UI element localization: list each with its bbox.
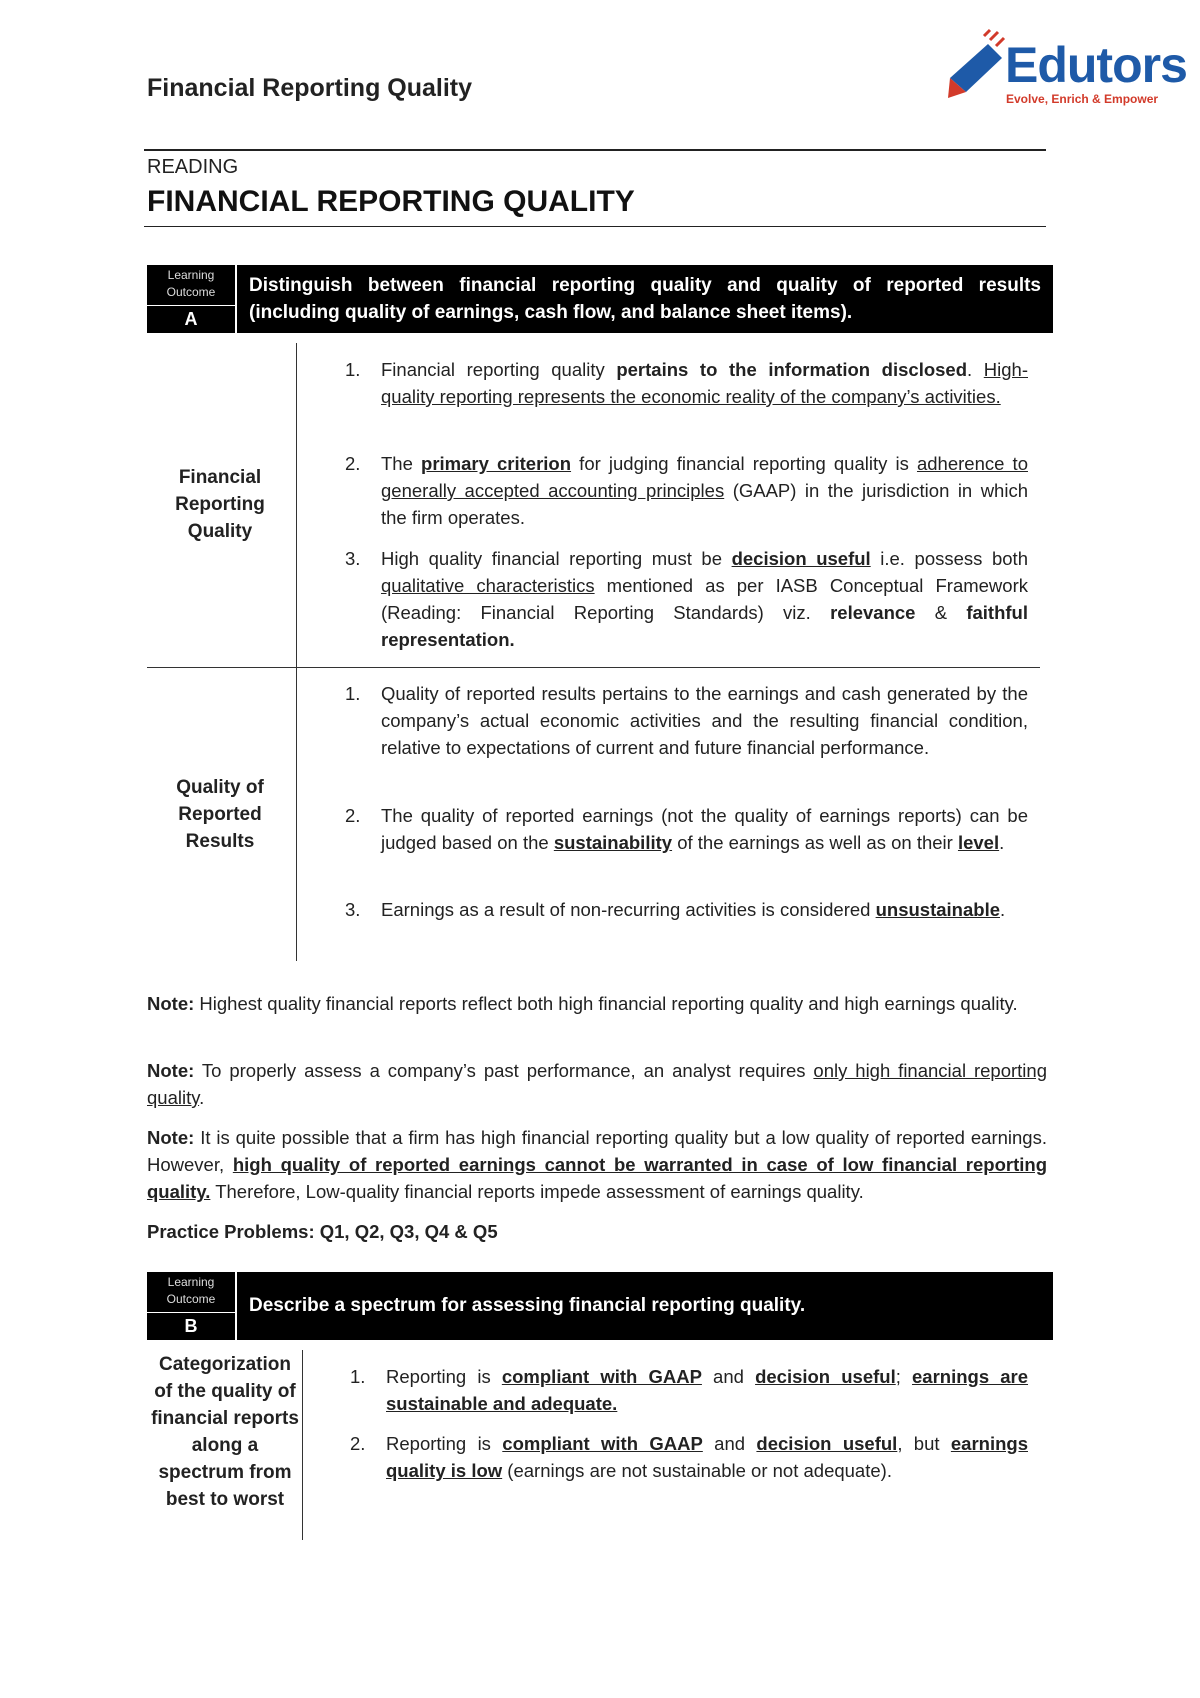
reading-label: READING <box>147 156 239 178</box>
note-2: Note: To properly assess a company’s past performance, an analyst requires only high financial reporting quality. <box>147 1060 1047 1108</box>
logo-pencil-icon <box>948 30 1004 98</box>
note-3: Note: It is quite possible that a firm has high financial reporting quality but a low quality of reported earnings. However, high quality of reported earnings cannot be warranted in case of low financial reporting quality. Therefore, Low-quality financial reports impede assessment of earnings quality. <box>147 1127 1047 1202</box>
spectrum-label: Categorization of the quality of financial reports along a spectrum from best to worst <box>151 1354 299 1510</box>
lo-b-letter: B <box>147 1312 235 1339</box>
running-title: Financial Reporting Quality <box>147 74 473 102</box>
spectrum-divider <box>302 1350 303 1540</box>
lo-a-badge <box>147 265 237 333</box>
spectrum-item-2: 2. Reporting is compliant with GAAP and decision useful, but earnings quality is low (earnings are not sustainable or not adequate). <box>350 1433 1028 1481</box>
lo-b-text: Describe a spectrum for assessing financial reporting quality. <box>249 1295 806 1316</box>
qrr-item-2: 2. The quality of reported earnings (not the quality of earnings reports) can be judged based on the sustainability of the earnings as well as on their level. <box>345 805 1028 853</box>
lo-b-small-learning: Learning <box>167 1275 215 1289</box>
lo-a-letter: A <box>147 305 235 332</box>
qrr-label: Quality of Reported Results <box>176 777 264 852</box>
qrr-item-1: 1. Quality of reported results pertains to the earnings and cash generated by the company’s actual economic activities and the resulting financial condition, relative to expectations of current and future financial performance. <box>345 683 1028 758</box>
learning-outcome-a <box>147 265 1053 333</box>
section-separator <box>147 667 1040 668</box>
qrr-item-3: 3. Earnings as a result of non-recurring activities is considered unsustainable. <box>345 899 1006 920</box>
practice-problems: Practice Problems: Q1, Q2, Q3, Q4 & Q5 <box>147 1221 498 1242</box>
lo-a-small-learning: Learning <box>167 268 215 282</box>
lo-a-text: Distinguish between financial reporting quality and quality of reported results (including quality of earnings, cash flow, and balance sheet items). <box>249 275 1041 323</box>
frq-label: Financial Reporting Quality <box>175 467 265 542</box>
logo-tagline: Evolve, Enrich & Empower <box>1006 92 1159 106</box>
lo-b-badge <box>147 1272 237 1340</box>
frq-item-1: 1. Financial reporting quality pertains to the information disclosed. High-quality reporting represents the economic reality of the company’s activities. <box>345 359 1028 407</box>
learning-outcome-b <box>147 1272 1053 1340</box>
title-rule <box>144 226 1046 227</box>
frq-item-3: 3. High quality financial reporting must be decision useful i.e. possess both qualitative characteristics mentioned as per IASB Conceptual Framework (Reading: Financial Reporting Standards) viz. relevance & faithful representation. <box>345 548 1028 650</box>
lo-b-small-outcome: Outcome <box>166 1292 216 1306</box>
logo-wordmark: Edutors <box>1005 37 1187 93</box>
top-rule <box>144 149 1046 151</box>
lo-a-small-outcome: Outcome <box>166 285 216 299</box>
frq-item-2: 2. The primary criterion for judging financial reporting quality is adherence to generally accepted accounting principles (GAAP) in the jurisdiction in which the firm operates. <box>345 453 1028 528</box>
spectrum-item-1: 1. Reporting is compliant with GAAP and decision useful; earnings are sustainable and adequate. <box>350 1366 1029 1414</box>
frq-divider <box>296 343 297 667</box>
qrr-divider <box>296 667 297 961</box>
note-1: Note: Highest quality financial reports reflect both high financial reporting quality and high earnings quality. <box>147 993 1018 1014</box>
reading-title: FINANCIAL REPORTING QUALITY <box>147 185 635 218</box>
